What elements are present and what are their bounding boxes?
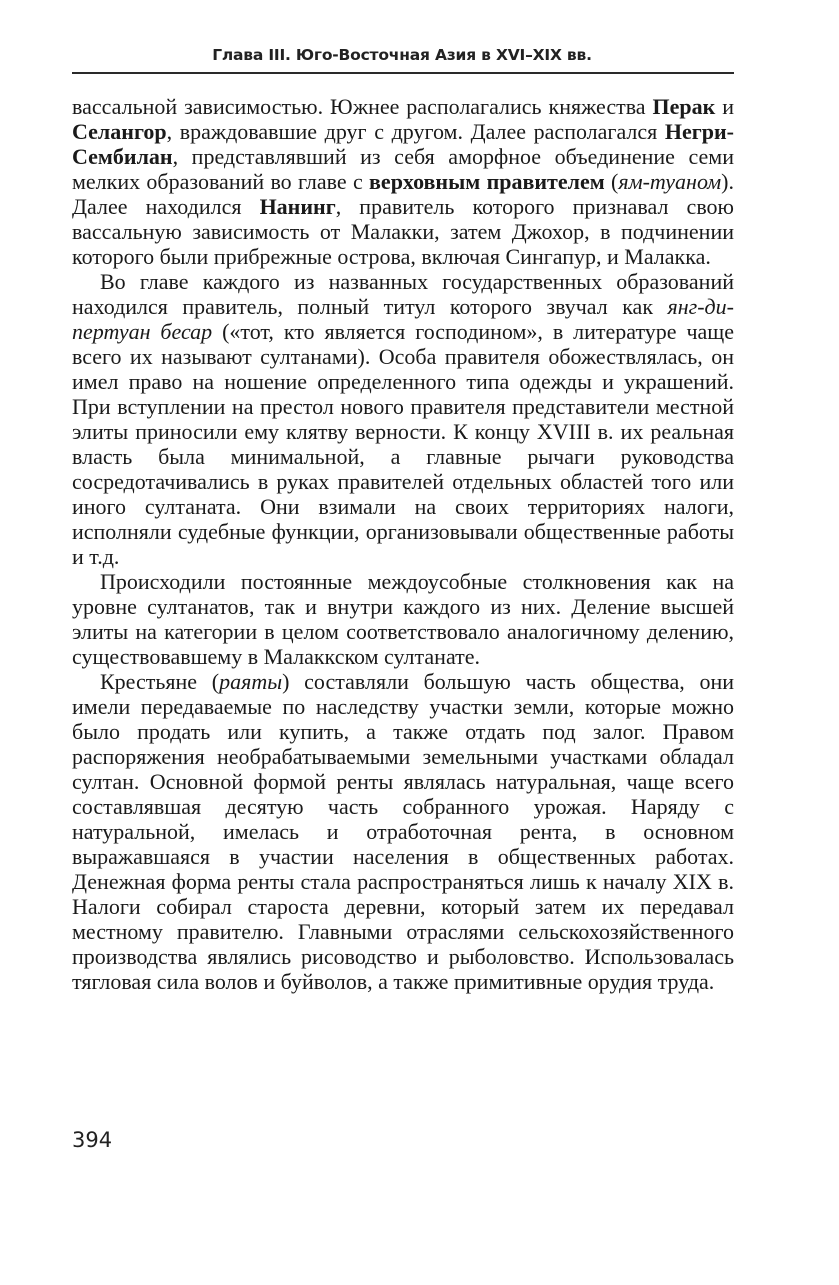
text-run: Во главе каждого из названных государственных образований находился правитель, полный титул которого звучал как bbox=[72, 269, 734, 319]
body-text bbox=[72, 94, 734, 994]
paragraph-3 bbox=[72, 569, 734, 669]
text-run: , враждовавшие друг с другом. Далее располагался bbox=[166, 119, 665, 144]
italic-term: раяты bbox=[219, 669, 283, 694]
running-title: Глава III. Юго-Восточная Азия в XVI–XIX вв. bbox=[212, 46, 592, 64]
text-run: ( bbox=[604, 169, 619, 194]
bold-term: Перак bbox=[652, 94, 716, 119]
text-run: ). Далее находился bbox=[72, 169, 734, 219]
paragraph-1 bbox=[72, 94, 734, 269]
paragraph-2 bbox=[72, 269, 734, 569]
bold-term: Нанинг bbox=[259, 194, 336, 219]
page-number: 394 bbox=[72, 1128, 113, 1152]
text-run: («тот, кто является господином», в литературе чаще всего их называют султанами). Особа правителя обожествлялась, он имел право на ношение определенного типа одежды и украшений. При вступлении на престол нового правителя представители местной элиты приносили ему клятву верности. К концу XVIII в. их реальная власть была минимальной, а главные рычаги руководства сосредотачивались в руках правителей отдельных областей того или иного султаната. Они взимали на своих территориях налоги, исполняли судебные функции, организовывали общественные работы и т.д. bbox=[72, 319, 734, 569]
bold-term: верховным правителем bbox=[369, 169, 605, 194]
text-run: ) составляли большую часть общества, они имели передаваемые по наследству участки земли, которые можно было продать или купить, а также отдать под залог. Правом распоряжения необрабатываемыми земельными участками обладал султан. Основной формой ренты являлась натуральная, чаще всего составлявшая десятую часть собранного урожая. Наряду с натуральной, имелась и отработочная рента, в основном выражавшаяся в участии населения в общественных работах. Денежная форма ренты стала распространяться лишь к началу XIX в. Налоги собирал староста деревни, который затем их передавал местному правителю. Главными отраслями сельскохозяйственного производства являлись рисоводство и рыболовство. Использовалась тягловая сила волов и буйволов, а также примитивные орудия труда. bbox=[72, 669, 734, 994]
bold-term: Негри-Сембилан bbox=[72, 119, 734, 169]
text-run: вассальной зависимостью. Южнее располагались княжества bbox=[72, 94, 653, 119]
text-run: Крестьяне ( bbox=[100, 669, 220, 694]
text-run: , правитель которого признавал свою вассальную зависимость от Малакки, затем Джохор, в подчинении которого были прибрежные острова, включая Сингапур, и Малакка. bbox=[72, 194, 734, 269]
text-run: Происходили постоянные междоусобные столкновения как на уровне султанатов, так и внутри каждого из них. Деление высшей элиты на категории в целом соответствовало аналогичному делению, существовавшему в Малаккском султанате. bbox=[72, 569, 734, 669]
bold-term: Селангор bbox=[72, 119, 167, 144]
italic-term: ям-туаном bbox=[618, 169, 722, 194]
text-run: , представлявший из себя аморфное объединение семи мелких образований во главе с bbox=[72, 144, 734, 194]
italic-term: янг-ди-пертуан бесар bbox=[72, 294, 734, 344]
text-run: и bbox=[715, 94, 734, 119]
paragraph-4 bbox=[72, 669, 734, 994]
header-rule bbox=[72, 72, 734, 74]
